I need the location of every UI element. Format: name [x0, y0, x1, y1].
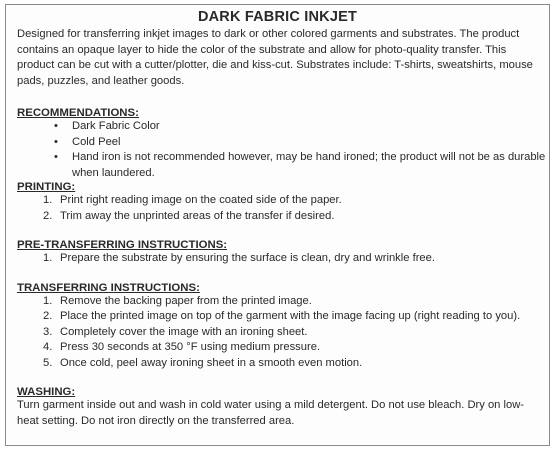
- list-item: 2. Place the printed image on top of the garment with the image facing up (right reading to you).: [43, 310, 521, 322]
- transferring-heading: TRANSFERRING INSTRUCTIONS:: [17, 281, 200, 294]
- recommendations-list: [6, 119, 549, 181]
- pretransferring-heading: PRE-TRANSFERRING INSTRUCTIONS:: [17, 239, 228, 251]
- washing-heading: WASHING:: [17, 386, 76, 398]
- intro-paragraph: Designed for transferring inkjet images to dark or other colored garments and substrates. The product contains an opaque layer to hide the color of the substrate and allow for photo-quality transfer. This product can be cut with a cutter/plotter, die and kiss-cut. Substrates include: T-shirts, sweatshirts, mouse pads, puzzles, and leather goods.: [17, 28, 533, 87]
- printing-steps: [6, 193, 549, 224]
- pretransferring-steps: [6, 251, 549, 267]
- list-item: 1. Print right reading image on the coated side of the paper.: [43, 194, 342, 206]
- list-item: 2. Trim away the unprinted areas of the transfer if desired.: [43, 209, 335, 222]
- list-item: 4. Press 30 seconds at 350 °F using medium pressure.: [43, 341, 321, 353]
- list-item: 1. Remove the backing paper from the printed image.: [43, 294, 312, 307]
- instruction-sheet: [5, 4, 550, 446]
- recommendations-heading: RECOMMENDATIONS:: [17, 107, 139, 119]
- list-item: • Dark Fabric Color: [56, 119, 549, 135]
- transferring-steps: [6, 294, 549, 372]
- document-title: DARK FABRIC INKJET: [197, 9, 358, 25]
- list-item: 1. Prepare the substrate by ensuring the surface is clean, dry and wrinkle free.: [43, 252, 435, 264]
- list-item: • Cold Peel: [56, 135, 549, 151]
- list-item: 3. Completely cover the image with an ironing sheet.: [43, 325, 308, 338]
- list-item: • Hand iron is not recommended however, may be hand ironed; the product will not be as durable when laundered.: [56, 150, 549, 181]
- list-item: 5. Once cold, peel away ironing sheet in a smooth even motion.: [43, 356, 363, 369]
- washing-paragraph: Turn garment inside out and wash in cold water using a mild detergent. Do not use bleach. Dry on low-heat setting. Do not iron directly on the transferred area.: [17, 399, 525, 427]
- printing-heading: PRINTING:: [17, 181, 76, 193]
